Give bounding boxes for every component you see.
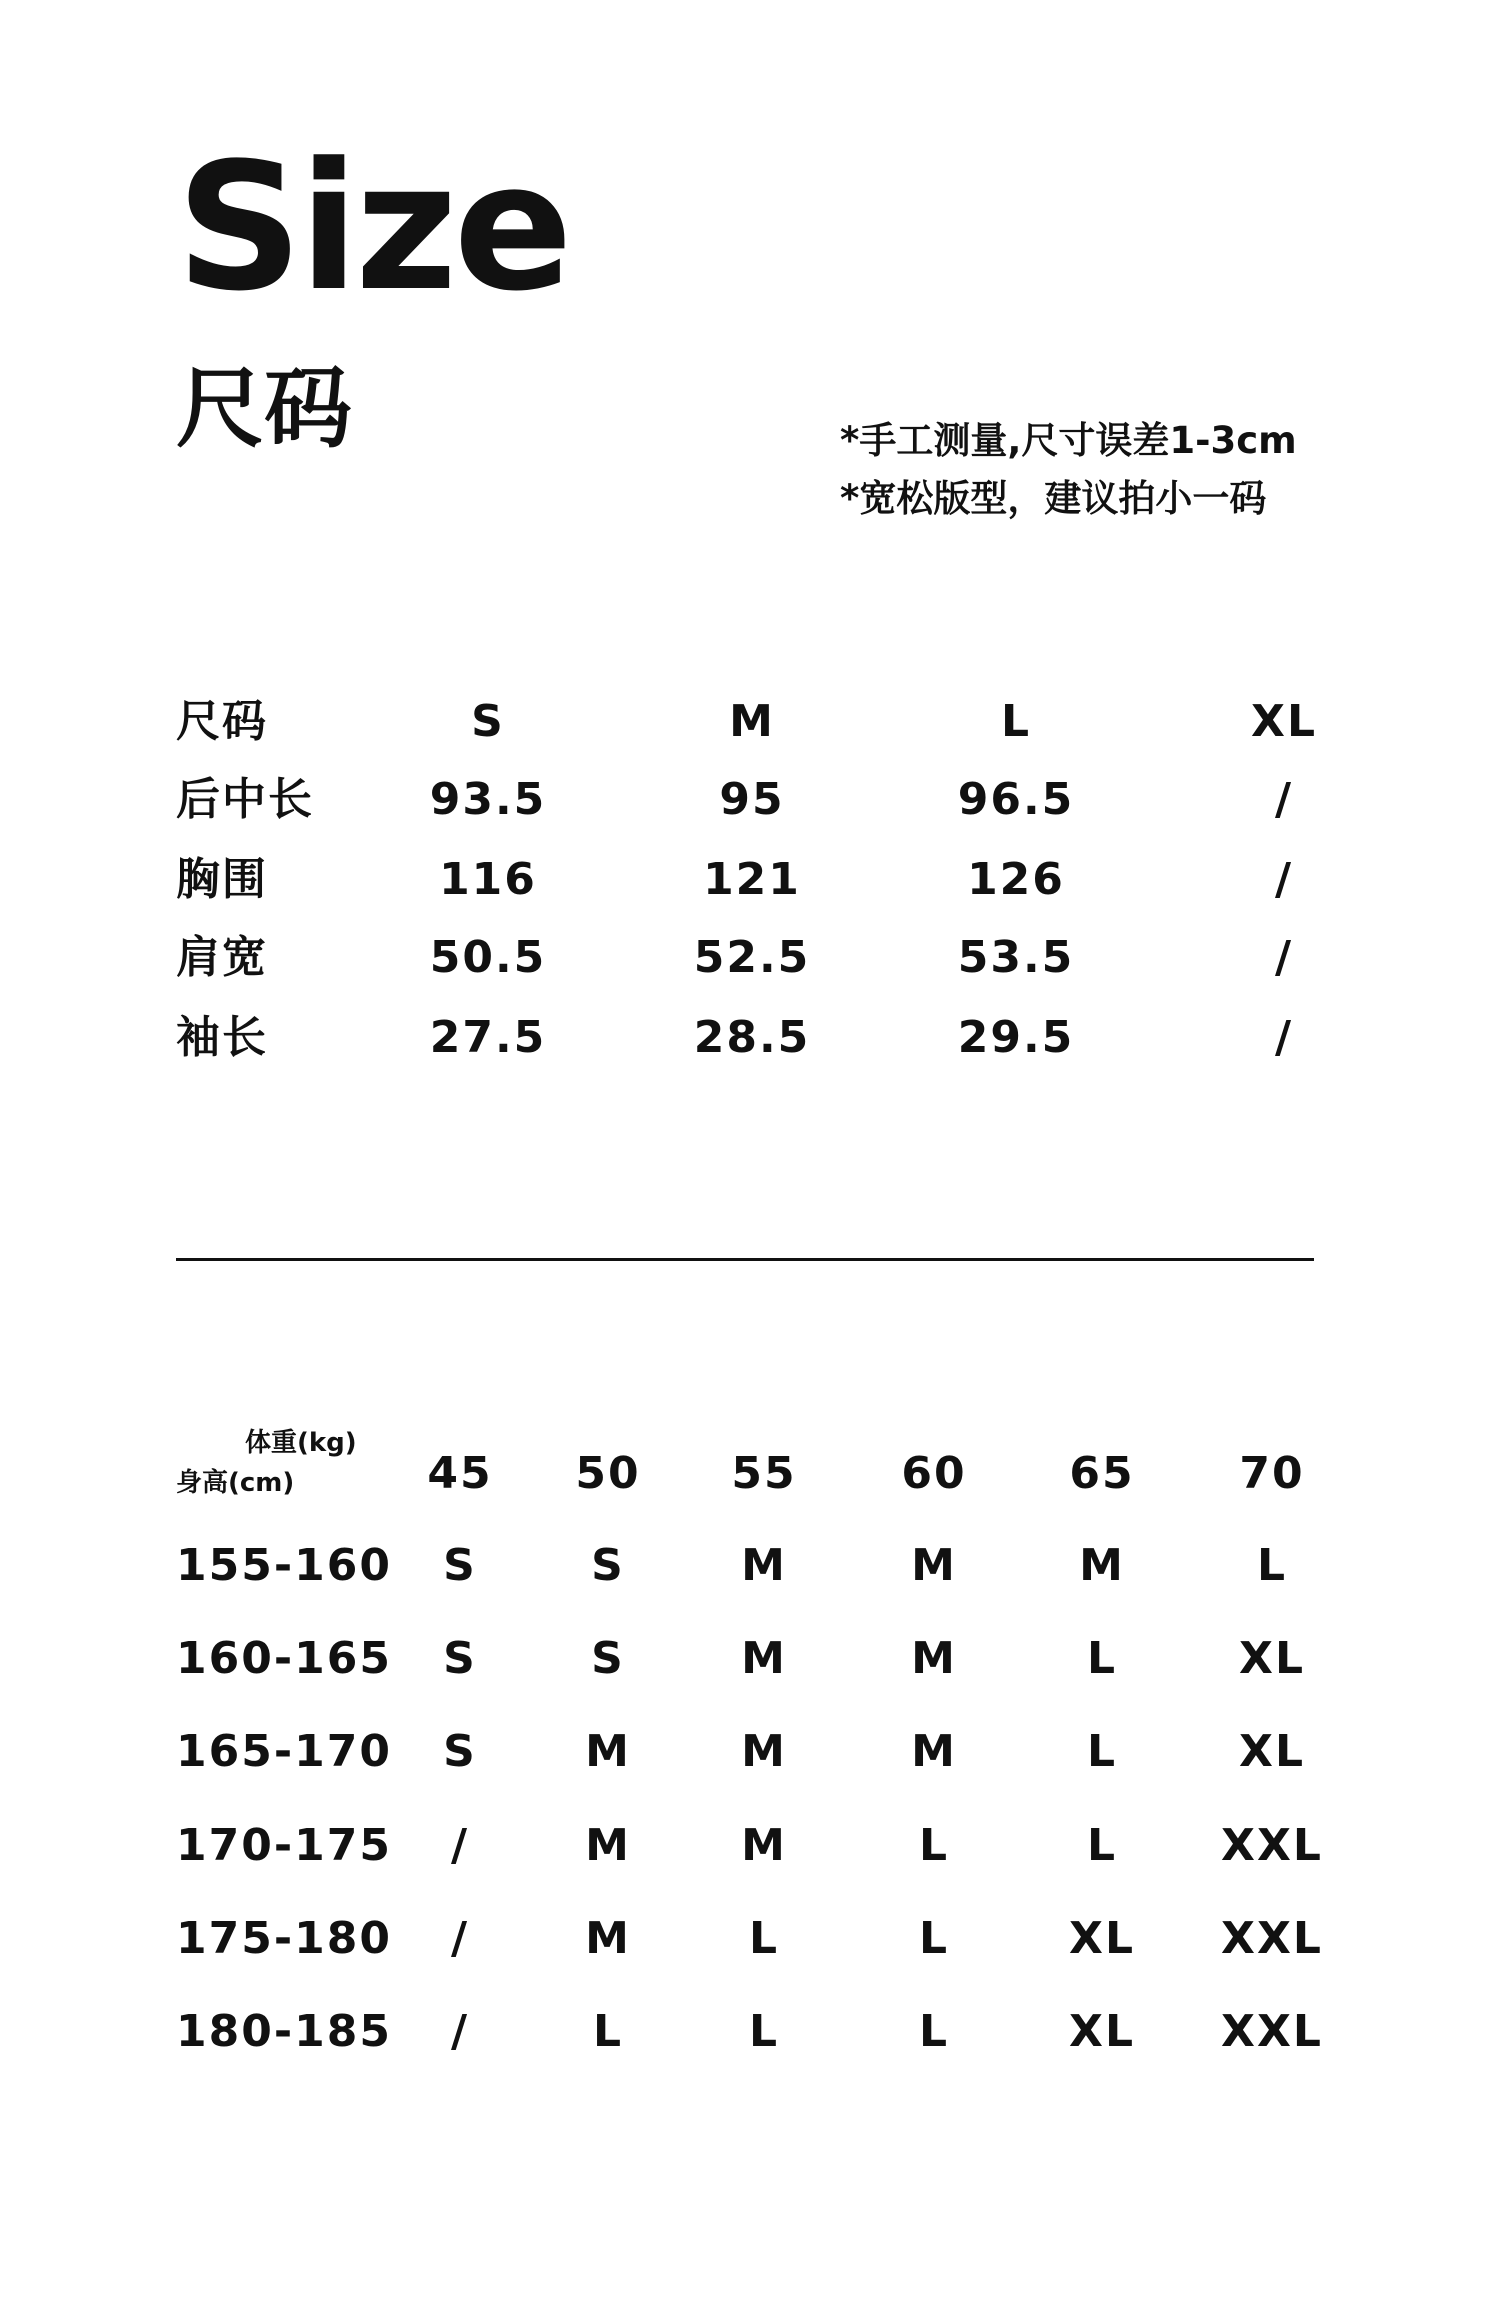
recommended-size: L (748, 2006, 780, 2057)
weight-header: 60 (901, 1448, 967, 1499)
recommended-size: M (911, 1726, 957, 1777)
measurement-value: / (1274, 1012, 1294, 1063)
recommended-size: L (918, 2006, 950, 2057)
recommended-size: S (443, 1726, 477, 1777)
weight-header: 70 (1239, 1448, 1305, 1499)
height-axis-label: 身高(cm) (176, 1468, 295, 1498)
measurement-value: 52.5 (693, 932, 811, 983)
recommended-size: M (585, 1913, 631, 1964)
weight-header: 50 (575, 1448, 641, 1499)
measurement-value: 28.5 (693, 1012, 811, 1063)
recommended-size: L (1086, 1820, 1118, 1871)
title-size-cn: 尺码 (176, 357, 353, 460)
header-size-s: S (471, 696, 505, 747)
recommended-size: XXL (1221, 1913, 1323, 1964)
measurement-value: 27.5 (429, 1012, 547, 1063)
recommended-size: XL (1239, 1726, 1305, 1777)
recommended-size: M (585, 1726, 631, 1777)
recommended-size: XL (1069, 1913, 1135, 1964)
recommended-size: M (1079, 1540, 1125, 1591)
weight-header: 55 (731, 1448, 797, 1499)
recommended-size: L (1086, 1633, 1118, 1684)
recommended-size: / (450, 2006, 470, 2057)
recommended-size: / (450, 1820, 470, 1871)
header-size-label: 尺码 (176, 696, 268, 747)
measurement-value: 93.5 (429, 774, 547, 825)
recommended-size: L (748, 1913, 780, 1964)
recommended-size: XXL (1221, 2006, 1323, 2057)
measurement-value: / (1274, 774, 1294, 825)
height-range: 155-160 (176, 1540, 392, 1591)
recommended-size: L (592, 2006, 624, 2057)
measurement-value: 96.5 (957, 774, 1075, 825)
weight-header: 65 (1069, 1448, 1135, 1499)
measurement-value: / (1274, 854, 1294, 905)
recommended-size: M (741, 1633, 787, 1684)
recommended-size: S (591, 1540, 625, 1591)
header-size-m: M (729, 696, 775, 747)
recommended-size: L (918, 1820, 950, 1871)
weight-axis-label: 体重(kg) (245, 1428, 357, 1458)
measurement-value: / (1274, 932, 1294, 983)
recommended-size: M (741, 1726, 787, 1777)
recommended-size: M (741, 1540, 787, 1591)
recommended-size: L (1086, 1726, 1118, 1777)
header-size-xl: XL (1251, 696, 1317, 747)
note-loose-fit: *宽松版型，建议拍小一码 (840, 477, 1267, 520)
measurement-value: 29.5 (957, 1012, 1075, 1063)
recommended-size: S (591, 1633, 625, 1684)
measurement-name: 胸围 (176, 854, 268, 905)
measurement-value: 53.5 (957, 932, 1075, 983)
height-range: 170-175 (176, 1820, 392, 1871)
height-range: 165-170 (176, 1726, 392, 1777)
measurement-value: 50.5 (429, 932, 547, 983)
recommended-size: M (911, 1633, 957, 1684)
recommended-size: XL (1069, 2006, 1135, 2057)
measurement-value: 126 (967, 854, 1065, 905)
height-range: 175-180 (176, 1913, 392, 1964)
header-size-l: L (1000, 696, 1032, 747)
measurement-value: 116 (439, 854, 537, 905)
recommended-size: S (443, 1540, 477, 1591)
recommended-size: L (1256, 1540, 1288, 1591)
note-measurement-error: *手工测量,尺寸误差1-3cm (840, 419, 1297, 462)
recommended-size: S (443, 1633, 477, 1684)
recommended-size: XXL (1221, 1820, 1323, 1871)
measurement-value: 121 (703, 854, 801, 905)
measurement-name: 后中长 (176, 774, 314, 825)
recommended-size: XL (1239, 1633, 1305, 1684)
height-range: 160-165 (176, 1633, 392, 1684)
title-size-en: Size (176, 125, 569, 330)
section-divider (176, 1258, 1314, 1261)
recommended-size: / (450, 1913, 470, 1964)
weight-header: 45 (427, 1448, 493, 1499)
measurement-value: 95 (719, 774, 785, 825)
measurement-name: 袖长 (176, 1012, 268, 1063)
recommended-size: L (918, 1913, 950, 1964)
recommended-size: M (585, 1820, 631, 1871)
height-range: 180-185 (176, 2006, 392, 2057)
measurement-name: 肩宽 (176, 932, 268, 983)
recommended-size: M (741, 1820, 787, 1871)
recommended-size: M (911, 1540, 957, 1591)
